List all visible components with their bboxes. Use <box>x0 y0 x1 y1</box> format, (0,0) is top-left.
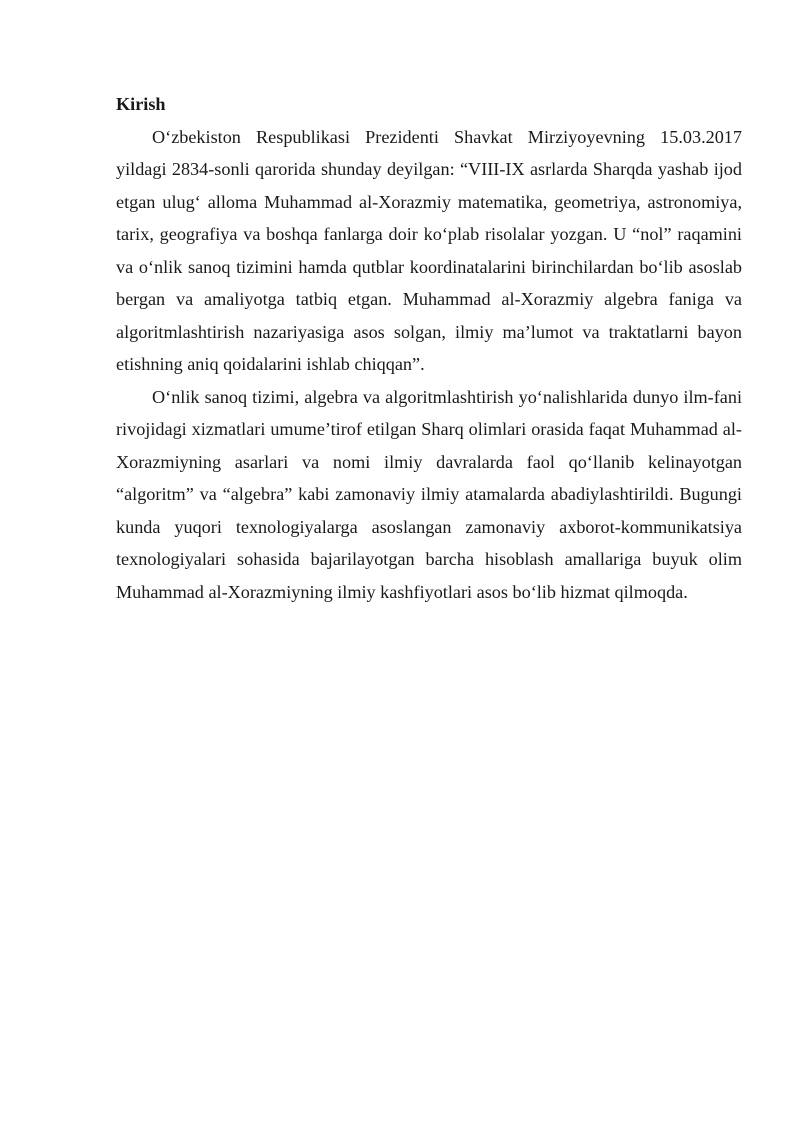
section-heading: Kirish <box>116 94 166 114</box>
paragraph-2: O‘nlik sanoq tizimi, algebra va algoritmlashtirish yo‘nalishlarida dunyo ilm-fani rivojidagi xizmatlari umume’tirof etilgan Sharq olimlari orasida faqat Muhammad al-Xorazmiyning asarlari va nomi ilmiy davralarda faol qo‘llanib kelinayotgan “algoritm” va “algebra” kabi zamonaviy ilmiy atamalarda abadiylashtirildi. Bugungi kunda yuqori texnologiyalarga asoslangan zamonaviy axborot-kommunikatsiya texnologiyalari sohasida bajarilayotgan barcha hisoblash amallariga buyuk olim Muhammad al-Xorazmiyning ilmiy kashfiyotlari asos bo‘lib hizmat qilmoqda. <box>116 386 742 602</box>
document-body <box>116 88 742 608</box>
paragraph-1: O‘zbekiston Respublikasi Prezidenti Shavkat Mirziyoyevning 15.03.2017 yildagi 2834-sonli qarorida shunday deyilgan: “VIII-IX asrlarda Sharqda yashab ijod etgan ulug‘ alloma Muhammad al-Xorazmiy matematika, geometriya, astronomiya, tarix, geografiya va boshqa fanlarga doir ko‘plab risolalar yozgan. U “nol” raqamini va o‘nlik sanoq tizimini hamda qutblar koordinatalarini birinchilardan bo‘lib asoslab bergan va amaliyotga tatbiq etgan. Muhammad al-Xorazmiy algebra faniga va algoritmlashtirish nazariyasiga asos solgan, ilmiy ma’lumot va traktatlarni bayon etishning aniq qoidalarini ishlab chiqqan”. <box>116 126 742 374</box>
